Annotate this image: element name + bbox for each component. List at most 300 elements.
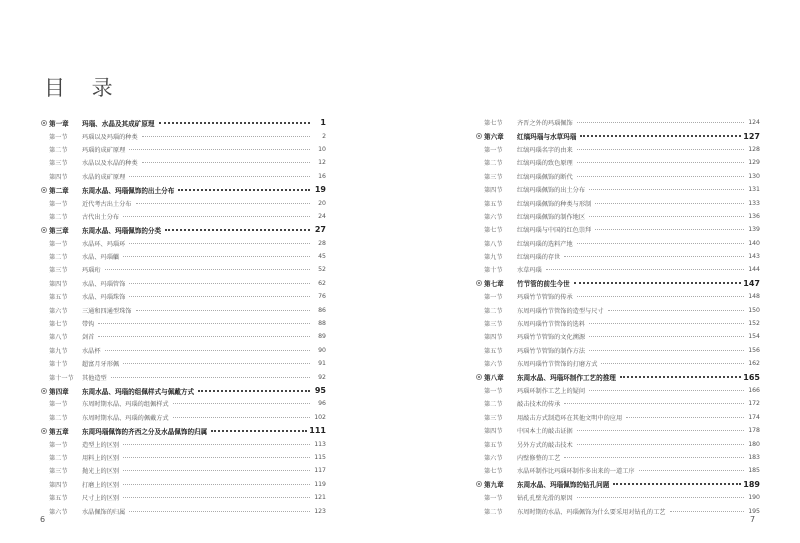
entry-page-number: 115	[314, 453, 326, 461]
chapter-bullet-icon	[38, 227, 49, 233]
entry-title: 打磨上的区别	[82, 481, 120, 489]
dot-leader	[129, 176, 310, 177]
entry-title: 东周玛瑙佩饰的齐西之分及水晶佩饰的归属	[82, 427, 208, 436]
entry-number: 第二节	[49, 254, 68, 262]
dot-leader	[577, 444, 744, 445]
toc-section-entry[interactable]	[38, 210, 326, 223]
entry-page-number: 1	[320, 118, 326, 128]
entry-title: 水晶环、玛瑙环	[82, 240, 126, 248]
entry-number: 第五章	[49, 427, 69, 436]
entry-page-number: 154	[748, 333, 760, 341]
entry-page-number: 117	[314, 467, 326, 475]
entry-number: 第二节	[484, 160, 503, 168]
entry-title: 玛瑙竹节管饰的文化溯源	[517, 334, 586, 342]
entry-page-number: 130	[748, 172, 760, 180]
entry-page-number: 121	[314, 494, 326, 502]
toc-section-entry[interactable]	[38, 437, 326, 450]
dot-leader	[123, 444, 310, 445]
dot-leader	[564, 256, 744, 257]
entry-title: 红缟玛瑙佩饰的断代	[517, 173, 573, 181]
entry-number: 第二节	[49, 454, 68, 462]
entry-title: 红缟玛瑙与水草玛瑙	[517, 133, 577, 142]
entry-page-number: 102	[314, 413, 326, 421]
entry-number: 第三节	[484, 173, 503, 181]
entry-page-number: 143	[748, 253, 760, 261]
toc-section-entry[interactable]	[38, 237, 326, 250]
entry-number: 第七节	[484, 120, 503, 128]
chapter-bullet-icon	[473, 481, 484, 487]
entry-page-number: 19	[314, 185, 326, 195]
dot-leader	[123, 363, 310, 364]
entry-page-number: 189	[743, 479, 760, 489]
entry-number: 第二节	[484, 307, 503, 315]
entry-title: 竹节管的前生今世	[517, 280, 570, 289]
entry-title: 红缟玛瑙佩饰的制作地区	[517, 213, 586, 221]
entry-number: 第四节	[49, 481, 68, 489]
entry-number: 第一节	[49, 441, 68, 449]
entry-page-number: 20	[318, 199, 326, 207]
entry-page-number: 96	[318, 400, 326, 408]
entry-number: 第一章	[49, 119, 69, 128]
entry-number: 第一节	[484, 146, 503, 154]
entry-number: 第三节	[49, 468, 68, 476]
toc-section-entry[interactable]	[473, 317, 760, 330]
dot-leader	[589, 390, 744, 391]
entry-number: 第五节	[484, 200, 503, 208]
dot-leader	[577, 296, 744, 297]
entry-page-number: 131	[748, 186, 760, 194]
toc-section-entry[interactable]	[473, 250, 760, 263]
dot-leader	[105, 269, 310, 270]
entry-title: 水晶、玛瑙觿	[82, 254, 120, 262]
entry-title: 抛光上的区别	[82, 468, 120, 476]
dot-leader	[129, 296, 310, 297]
page-number-right: 7	[750, 515, 756, 524]
entry-title: 东周玛瑙竹节管饰的打磨方式	[517, 361, 598, 369]
entry-number: 第四节	[49, 173, 68, 181]
dot-leader	[123, 457, 310, 458]
dot-leader	[639, 470, 744, 471]
entry-page-number: 127	[743, 131, 760, 141]
entry-page-number: 16	[318, 172, 326, 180]
entry-title: 水晶环制作比玛瑙环制作多出来的一道工序	[517, 468, 635, 476]
dot-leader	[129, 511, 310, 512]
entry-page-number: 147	[743, 278, 760, 288]
entry-number: 第六章	[484, 133, 504, 142]
toc-section-entry[interactable]	[473, 330, 760, 343]
toc-section-entry[interactable]	[38, 170, 326, 183]
entry-page-number: 174	[748, 413, 760, 421]
entry-number: 第四节	[484, 428, 503, 436]
toc-section-entry[interactable]	[473, 210, 760, 223]
dot-leader	[173, 417, 310, 418]
toc-section-entry[interactable]	[473, 223, 760, 236]
toc-section-entry[interactable]	[473, 397, 760, 410]
entry-page-number: 12	[318, 159, 326, 167]
toc-section-entry[interactable]	[473, 183, 760, 196]
entry-page-number: 144	[748, 266, 760, 274]
entry-title: 水晶以及水晶的种类	[82, 160, 138, 168]
entry-title: 红缟玛瑙佩饰的种类与形制	[517, 200, 592, 208]
dot-leader	[142, 136, 310, 137]
entry-title: 东周水晶、玛瑙环制作工艺的推理	[517, 374, 616, 383]
entry-number: 第一节	[49, 401, 68, 409]
entry-title: 东周玛瑙竹节管饰的造型与尺寸	[517, 307, 604, 315]
entry-title: 红缟玛瑙与中国的红色崇拜	[517, 227, 592, 235]
entry-page-number: 2	[322, 132, 326, 140]
dot-leader	[589, 336, 744, 337]
toc-section-entry[interactable]	[38, 250, 326, 263]
entry-number: 第二节	[484, 508, 503, 516]
entry-number: 第一节	[484, 495, 503, 503]
entry-title: 水草玛瑙	[517, 267, 542, 275]
entry-page-number: 148	[748, 293, 760, 301]
dot-leader	[595, 203, 744, 204]
dot-leader	[577, 497, 744, 498]
entry-page-number: 129	[748, 159, 760, 167]
entry-page-number: 136	[748, 212, 760, 220]
entry-title: 红缟玛瑙名字的由来	[517, 146, 573, 154]
entry-title: 用料上的区别	[82, 454, 120, 462]
toc-chapter-entry[interactable]	[473, 129, 760, 142]
dot-leader	[577, 243, 744, 244]
entry-title: 水晶的成矿原理	[82, 173, 126, 181]
toc-section-entry[interactable]	[473, 143, 760, 156]
toc-section-entry[interactable]	[473, 491, 760, 504]
chapter-bullet-icon	[38, 428, 49, 434]
entry-title: 古代出土分布	[82, 213, 120, 221]
toc-section-entry[interactable]	[38, 156, 326, 169]
entry-page-number: 52	[318, 266, 326, 274]
dot-leader	[105, 350, 310, 351]
dot-leader	[165, 229, 310, 231]
entry-number: 第二章	[49, 186, 69, 195]
toc-section-entry[interactable]	[473, 451, 760, 464]
dot-leader	[198, 390, 310, 392]
dot-leader	[136, 203, 311, 204]
dot-leader	[589, 189, 744, 190]
entry-title: 尺寸上的区别	[82, 495, 120, 503]
entry-title: 东周玛瑙竹节管饰的选料	[517, 321, 586, 329]
entry-title: 带钩	[82, 321, 95, 329]
toc-section-entry[interactable]	[473, 437, 760, 450]
entry-title: 水晶佩饰的归属	[82, 508, 126, 516]
entry-number: 第二节	[484, 401, 503, 409]
toc-section-entry[interactable]	[473, 357, 760, 370]
toc-section-entry[interactable]	[38, 129, 326, 142]
entry-page-number: 111	[309, 426, 326, 436]
toc-section-entry[interactable]	[38, 330, 326, 343]
entry-page-number: 178	[748, 427, 760, 435]
dot-leader	[178, 189, 310, 191]
entry-page-number: 89	[318, 333, 326, 341]
entry-number: 第三节	[49, 267, 68, 275]
entry-title: 另外方式的敲击技术	[517, 441, 573, 449]
entry-title: 钻孔孔壁光滑的原因	[517, 495, 573, 503]
toc-section-entry[interactable]	[473, 411, 760, 424]
toc-section-entry[interactable]	[473, 424, 760, 437]
dot-leader	[589, 350, 744, 351]
entry-page-number: 166	[748, 387, 760, 394]
dot-leader	[577, 162, 744, 163]
entry-page-number: 165	[743, 372, 760, 382]
dot-leader	[601, 363, 744, 364]
entry-title: 玛瑙珩	[82, 267, 101, 275]
entry-page-number: 185	[748, 467, 760, 475]
entry-title: 东周时期的水晶、玛瑙佩饰为什么要采用对钻孔的工艺	[517, 508, 666, 516]
toc-section-entry[interactable]	[473, 384, 760, 397]
entry-number: 第八章	[484, 374, 504, 383]
entry-title: 造型上的区别	[82, 441, 120, 449]
entry-page-number: 24	[318, 212, 326, 220]
dot-leader	[546, 269, 744, 270]
toc-section-entry[interactable]	[38, 303, 326, 316]
page-number-left: 6	[40, 515, 46, 524]
entry-page-number: 172	[748, 400, 760, 408]
entry-title: 玛瑙的成矿原理	[82, 146, 126, 154]
entry-title: 剑首	[82, 334, 95, 342]
toc-section-entry[interactable]	[473, 344, 760, 357]
toc-section-entry[interactable]	[38, 196, 326, 209]
entry-number: 第四节	[49, 280, 68, 288]
dot-leader	[136, 310, 311, 311]
dot-leader	[595, 229, 744, 230]
toc-section-entry[interactable]	[473, 156, 760, 169]
dot-leader	[129, 149, 310, 150]
entry-number: 第一节	[49, 133, 68, 141]
toc-chapter-entry[interactable]	[38, 116, 326, 129]
dot-leader	[626, 417, 744, 418]
dot-leader	[98, 323, 310, 324]
toc-section-entry[interactable]	[473, 116, 760, 129]
toc-chapter-entry[interactable]	[38, 183, 326, 196]
page-title: 目 录	[44, 76, 123, 100]
toc-section-entry[interactable]	[473, 504, 760, 517]
dot-leader	[123, 216, 310, 217]
toc-section-entry[interactable]	[38, 397, 326, 410]
toc-section-entry[interactable]	[38, 491, 326, 504]
entry-page-number: 119	[314, 480, 326, 488]
toc-section-entry[interactable]	[38, 504, 326, 517]
toc-section-entry[interactable]	[38, 370, 326, 383]
entry-number: 第三节	[49, 160, 68, 168]
entry-number: 第六节	[484, 213, 503, 221]
entry-title: 敲击技术的传承	[517, 401, 561, 409]
entry-number: 第七节	[484, 227, 503, 235]
toc-section-entry[interactable]	[473, 263, 760, 276]
entry-title: 近代考古出土分布	[82, 200, 132, 208]
entry-page-number: 92	[318, 373, 326, 381]
entry-title: 内壁修整的工艺	[517, 454, 561, 462]
entry-title: 玛瑙以及玛瑙的种类	[82, 133, 138, 141]
entry-page-number: 91	[318, 360, 326, 368]
toc-section-entry[interactable]	[38, 317, 326, 330]
entry-number: 第八节	[484, 240, 503, 248]
toc-chapter-entry[interactable]	[38, 424, 326, 437]
dot-leader	[577, 176, 744, 177]
dot-leader	[580, 135, 741, 137]
toc-section-entry[interactable]	[473, 170, 760, 183]
dot-leader	[589, 323, 744, 324]
entry-number: 第六节	[49, 508, 68, 516]
entry-title: 齐晋之外的玛瑙佩饰	[517, 120, 573, 128]
entry-title: 东周时期水晶、玛瑙的佩戴方式	[82, 414, 169, 422]
entry-title: 红缟玛瑙的致色原理	[517, 160, 573, 168]
dot-leader	[129, 283, 310, 284]
entry-title: 东周时期水晶、玛瑙的组佩样式	[82, 401, 169, 409]
entry-number: 第九节	[484, 254, 503, 262]
chapter-bullet-icon	[473, 280, 484, 286]
dot-leader	[98, 336, 310, 337]
entry-page-number: 88	[318, 320, 326, 328]
entry-title: 红缟玛瑙的选料产地	[517, 240, 573, 248]
chapter-bullet-icon	[473, 374, 484, 380]
entry-page-number: 183	[748, 453, 760, 461]
entry-title: 水晶杯	[82, 347, 101, 355]
toc-section-entry[interactable]	[38, 277, 326, 290]
toc-section-entry[interactable]	[38, 464, 326, 477]
entry-page-number: 90	[318, 346, 326, 354]
toc-section-entry[interactable]	[473, 464, 760, 477]
entry-page-number: 162	[748, 360, 760, 368]
dot-leader	[129, 243, 310, 244]
entry-number: 第一节	[484, 294, 503, 302]
entry-number: 第七节	[484, 468, 503, 476]
entry-title: 红缟玛瑙的存世	[517, 254, 561, 262]
toc-section-entry[interactable]	[38, 478, 326, 491]
entry-number: 第三章	[49, 226, 69, 235]
entry-number: 第二节	[49, 213, 68, 221]
entry-number: 第九章	[484, 481, 504, 490]
toc-chapter-entry[interactable]	[38, 384, 326, 397]
dot-leader	[123, 256, 310, 257]
entry-number: 第三节	[484, 321, 503, 329]
entry-page-number: 28	[318, 239, 326, 247]
entry-number: 第六节	[484, 454, 503, 462]
entry-title: 玛瑙竹节管饰的制作方法	[517, 347, 586, 355]
entry-page-number: 128	[748, 145, 760, 153]
dot-leader	[564, 457, 744, 458]
entry-title: 用敲击方式制造环在其他文明中的应用	[517, 414, 623, 422]
entry-number: 第十节	[49, 361, 68, 369]
entry-number: 第二节	[49, 146, 68, 154]
dot-leader	[577, 430, 744, 431]
toc-section-entry[interactable]	[473, 303, 760, 316]
dot-leader	[589, 216, 744, 217]
dot-leader	[670, 511, 745, 512]
entry-number: 第九节	[49, 347, 68, 355]
entry-title: 水晶、玛瑙珠饰	[82, 294, 126, 302]
entry-title: 东周水晶、玛瑙佩饰的出土分布	[82, 186, 175, 195]
entry-number: 第四节	[484, 187, 503, 195]
chapter-bullet-icon	[473, 133, 484, 139]
dot-leader	[173, 403, 310, 404]
dot-leader	[577, 122, 744, 123]
toc-chapter-entry[interactable]	[473, 277, 760, 290]
entry-title: 东周水晶、玛瑙的组佩样式与佩戴方式	[82, 387, 195, 396]
toc-section-entry[interactable]	[473, 290, 760, 303]
toc-section-entry[interactable]	[38, 451, 326, 464]
entry-number: 第八节	[49, 334, 68, 342]
chapter-bullet-icon	[38, 388, 49, 394]
entry-page-number: 62	[318, 279, 326, 287]
entry-number: 第七节	[49, 321, 68, 329]
entry-title: 东周水晶、玛瑙佩饰的钻孔问题	[517, 481, 610, 490]
entry-page-number: 86	[318, 306, 326, 314]
entry-number: 第五节	[49, 495, 68, 503]
entry-page-number: 27	[314, 225, 326, 235]
entry-title: 中国本土的敲击证据	[517, 428, 573, 436]
entry-page-number: 139	[748, 226, 760, 234]
toc-right-column	[473, 116, 760, 518]
entry-page-number: 156	[748, 346, 760, 354]
entry-number: 第五节	[484, 347, 503, 355]
entry-number: 第四节	[484, 334, 503, 342]
entry-page-number: 195	[748, 507, 760, 515]
entry-page-number: 180	[748, 440, 760, 448]
toc-section-entry[interactable]	[38, 357, 326, 370]
entry-page-number: 95	[314, 386, 326, 395]
dot-leader	[123, 484, 310, 485]
dot-leader	[620, 376, 741, 378]
entry-number: 第五节	[484, 441, 503, 449]
toc-chapter-entry[interactable]	[473, 478, 760, 491]
toc-chapter-entry[interactable]	[473, 370, 760, 383]
entry-title: 玛瑙环制作工艺上的疑问	[517, 388, 586, 395]
dot-leader	[123, 497, 310, 498]
chapter-bullet-icon	[38, 187, 49, 193]
dot-leader	[613, 483, 741, 485]
toc-chapter-entry[interactable]	[38, 223, 326, 236]
toc-left-column	[38, 116, 326, 518]
entry-number: 第十节	[484, 267, 503, 275]
entry-title: 玛瑙竹节管饰的传承	[517, 294, 573, 302]
entry-page-number: 150	[748, 306, 760, 314]
entry-number: 第一节	[484, 388, 503, 395]
dot-leader	[142, 162, 310, 163]
dot-leader	[123, 470, 310, 471]
toc-section-entry[interactable]	[38, 344, 326, 357]
entry-title: 东周水晶、玛瑙佩饰的分类	[82, 226, 162, 235]
entry-page-number: 190	[748, 494, 760, 502]
entry-number: 第六节	[484, 361, 503, 369]
dot-leader	[159, 122, 310, 124]
entry-title: 水晶、玛瑙管饰	[82, 280, 126, 288]
toc-section-entry[interactable]	[38, 411, 326, 424]
entry-page-number: 133	[748, 199, 760, 207]
entry-page-number: 10	[318, 145, 326, 153]
entry-number: 第二节	[49, 414, 68, 422]
entry-number: 第七章	[484, 280, 504, 289]
dot-leader	[111, 377, 310, 378]
toc-section-entry[interactable]	[473, 196, 760, 209]
entry-page-number: 140	[748, 239, 760, 247]
entry-number: 第四章	[49, 387, 69, 396]
entry-page-number: 152	[748, 320, 760, 328]
chapter-bullet-icon	[38, 120, 49, 126]
entry-title: 玛瑙、水晶及其成矿原理	[82, 119, 155, 128]
toc-section-entry[interactable]	[38, 263, 326, 276]
entry-title: 超富月牙形佩	[82, 361, 120, 369]
entry-title: 其他造型	[82, 374, 107, 382]
dot-leader	[211, 430, 307, 432]
entry-number: 第一节	[49, 200, 68, 208]
entry-page-number: 123	[314, 507, 326, 515]
toc-section-entry[interactable]	[38, 143, 326, 156]
toc-section-entry[interactable]	[38, 290, 326, 303]
entry-page-number: 124	[748, 119, 760, 127]
toc-section-entry[interactable]	[473, 237, 760, 250]
